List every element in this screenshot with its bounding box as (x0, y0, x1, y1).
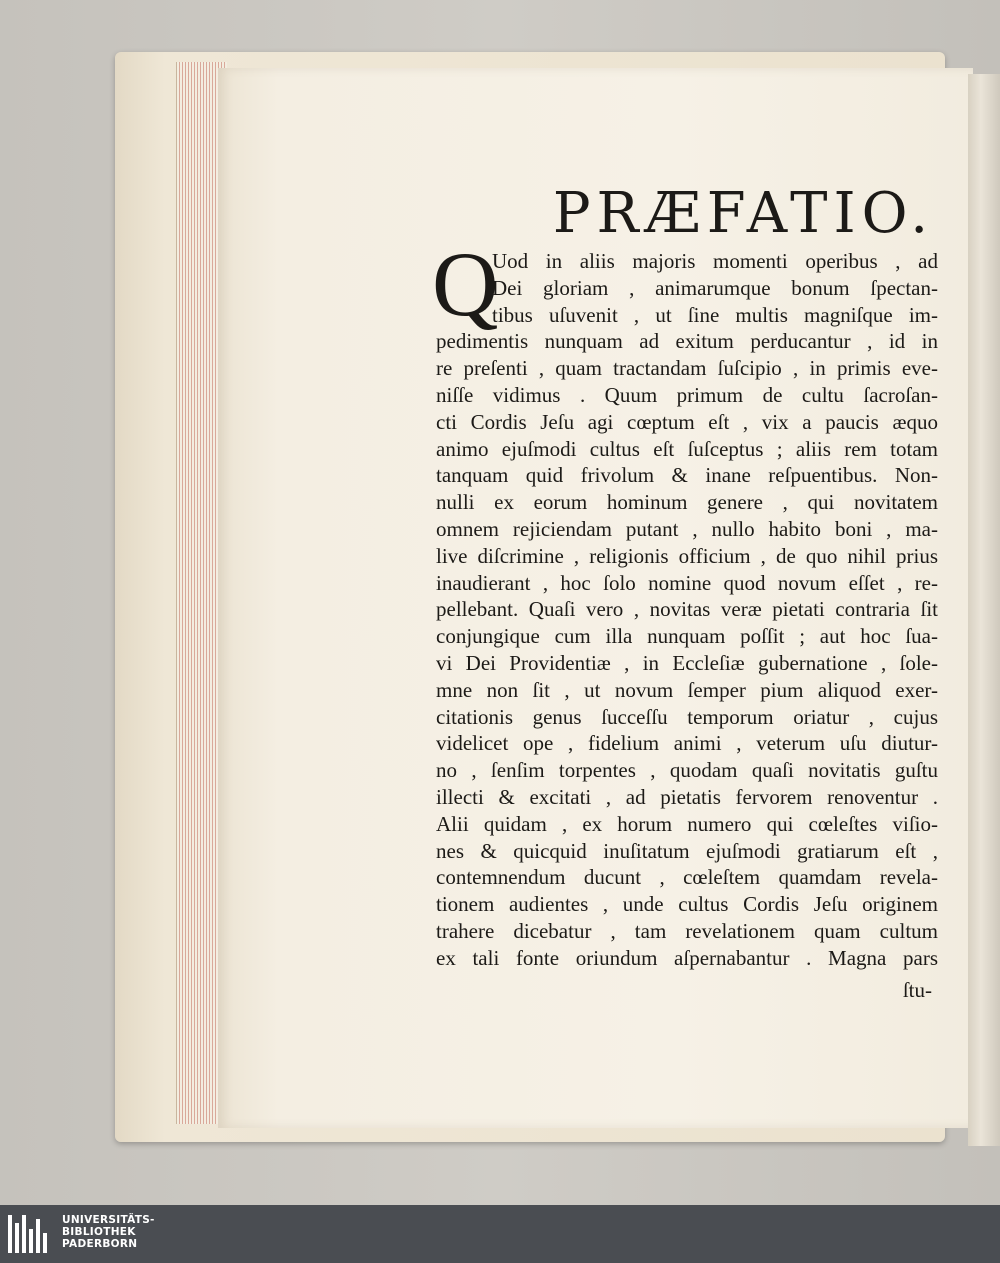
text-line: trahere dicebatur , tam revelationem quam cultum (436, 918, 938, 943)
text-line: tanquam quid frivolum & inane reſpuentibus. Non- (436, 463, 938, 488)
text-line: pellebant. Quaſi vero , novitas veræ pietati contraria ſit (436, 597, 938, 622)
text-line: live diſcrimine , religionis officium , de quo nihil prius (436, 543, 938, 568)
text-line: mne non ſit , ut novum ſemper pium aliquod exer- (436, 677, 938, 702)
text-line: Alii quidam , ex horum numero qui cœleſtes viſio- (436, 811, 938, 836)
text-line: pedimentis nunquam ad exitum perducantur , id in (436, 329, 938, 354)
library-name-line: PADERBORN (62, 1238, 138, 1250)
body-text (432, 233, 938, 972)
page-text-block (432, 181, 938, 1004)
text-line: re preſenti , quam tractandam ſuſcipio , in primis eve- (436, 356, 938, 381)
text-line: conjungique cum illa nunquam poſſit ; aut hoc ſua- (436, 624, 938, 649)
text-line: omnem rejiciendam putant , nullo habito boni , ma- (436, 516, 938, 541)
drop-cap: Q (432, 233, 499, 335)
library-footer-bar (0, 1205, 1000, 1263)
text-line: inaudierant , hoc ſolo nomine quod novum eſſet , re- (436, 570, 938, 595)
text-line: nulli ex eorum hominum genere , qui novitatem (436, 490, 938, 515)
text-line: contemnendum ducunt , cœleſtem quamdam revela- (436, 865, 938, 890)
text-line: ex tali fonte oriundum aſpernabantur . Magna pars (436, 945, 938, 970)
text-line: videlicet ope , fidelium animi , veterum uſu diutur- (436, 731, 938, 756)
library-name-line: BIBLIOTHEK (62, 1226, 136, 1238)
page-title: PRÆFATIO. (552, 181, 934, 246)
text-line: tionem audientes , unde cultus Cordis Jeſu originem (436, 892, 938, 917)
text-line: Dei gloriam , animarumque bonum ſpectan- (492, 275, 938, 300)
library-name-line: UNIVERSITÄTS- (62, 1214, 155, 1226)
library-name (62, 1214, 155, 1250)
text-line: cti Cordis Jeſu agi cœptum eſt , vix a paucis æquo (436, 409, 938, 434)
text-line: Uod in aliis majoris momenti operibus , ad (492, 249, 938, 273)
page-footer (436, 974, 938, 1004)
text-line: animo ejuſmodi cultus eſt ſuſceptus ; aliis rem totam (436, 436, 938, 461)
catchword: ſtu- (902, 977, 932, 1002)
library-logo-icon (8, 1215, 52, 1253)
text-line: vi Dei Providentiæ , in Eccleſiæ gubernatione , ſole- (436, 650, 938, 675)
text-line: tibus uſuvenit , ut ſine multis magniſque im- (492, 302, 938, 327)
text-line: illecti & excitati , ad pietatis fervorem renoventur . (436, 784, 938, 809)
text-line: no , ſenſim torpentes , quodam quaſi novitatis guſtu (436, 758, 938, 783)
text-line: citationis genus ſucceſſu temporum oriatur , cujus (436, 704, 938, 729)
text-line: nes & quicquid inuſitatum ejuſmodi gratiarum eſt , (436, 838, 938, 863)
facing-page-edge (968, 74, 1000, 1146)
text-line: niſſe vidimus . Quum primum de cultu ſacroſan- (436, 382, 938, 407)
